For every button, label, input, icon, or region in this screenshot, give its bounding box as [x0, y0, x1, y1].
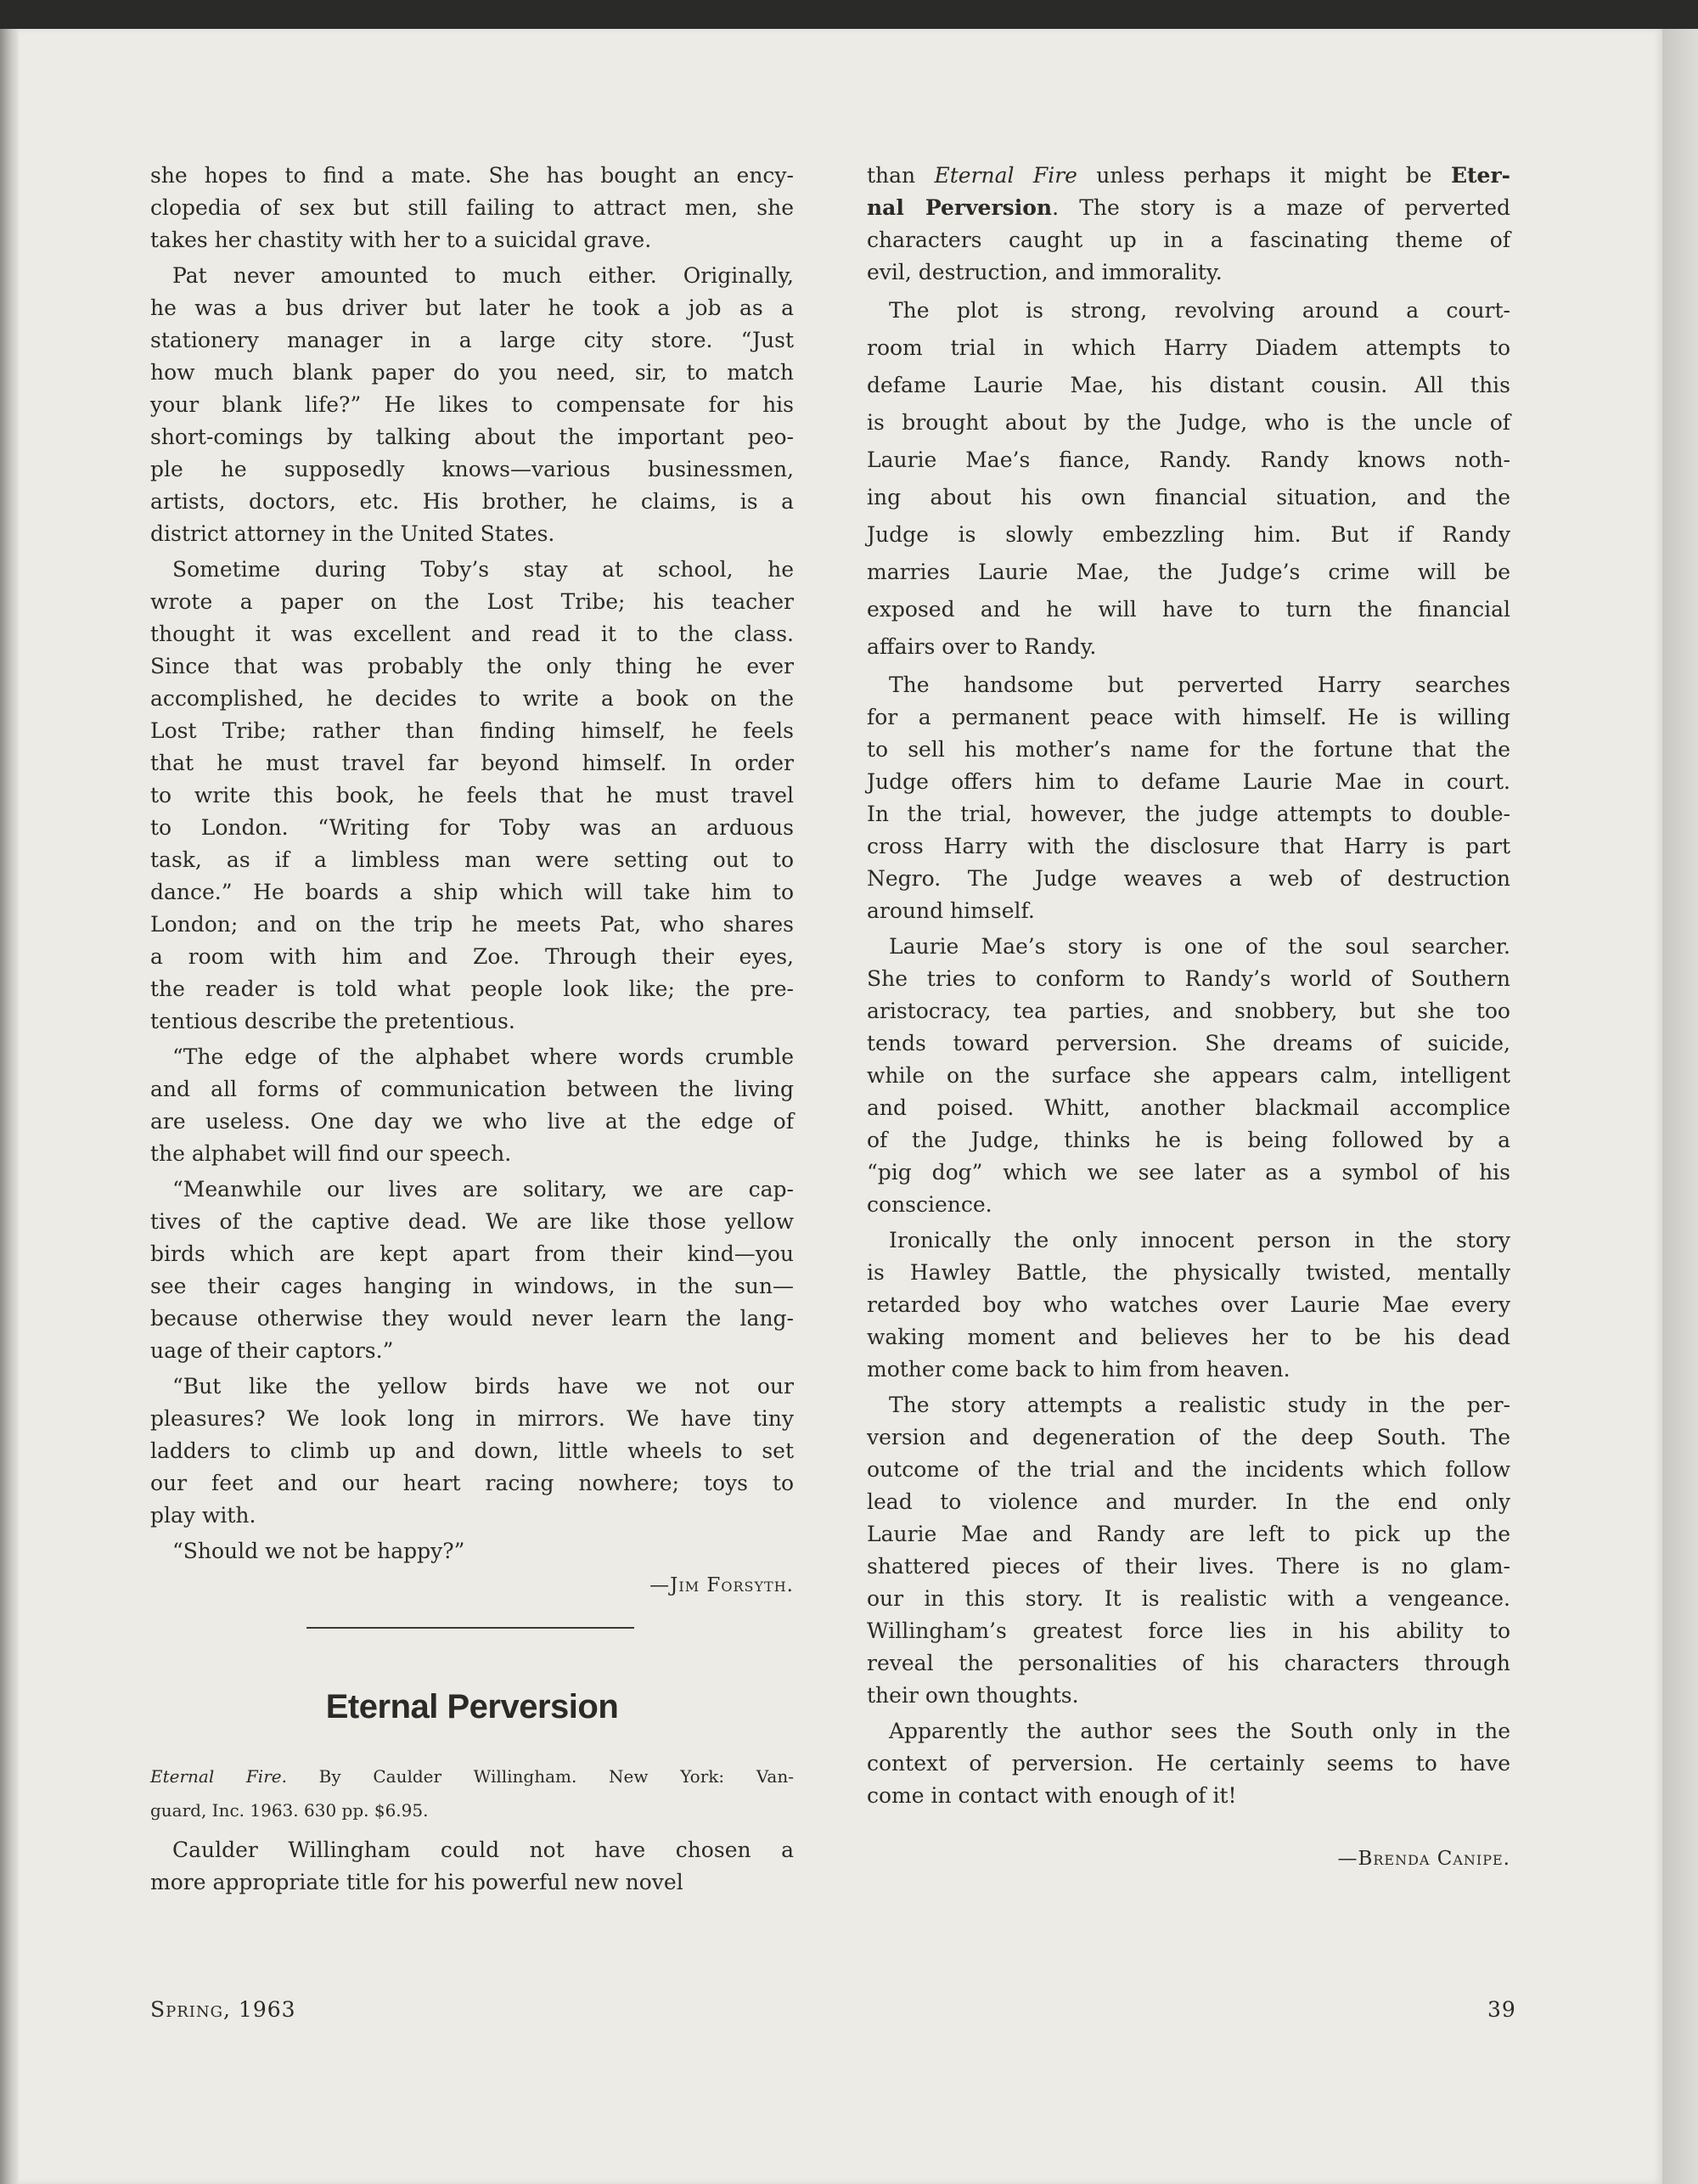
text-line: [867, 160, 1510, 192]
text-line: “pig dog” which we see later as a symbol of his: [867, 1160, 1510, 1185]
text-line: shattered pieces of their lives. There is no glam-: [867, 1554, 1510, 1579]
text-line: Judge offers him to defame Laurie Mae in court.: [867, 769, 1510, 794]
text-line: around himself.: [867, 898, 1035, 923]
page-number: 39: [1487, 1997, 1516, 2022]
text-line: birds which are kept apart from their kind—you: [150, 1241, 794, 1266]
text-line: room trial in which Harry Diadem attempts to: [867, 335, 1510, 360]
text-line: because otherwise they would never learn the lang-: [150, 1306, 794, 1331]
text-line: thought it was excellent and read it to the class.: [150, 622, 794, 646]
text-line: that he must travel far beyond himself. In order: [150, 751, 794, 775]
text-line: uage of their captors.”: [150, 1338, 394, 1363]
review-opening: [150, 1834, 794, 1899]
paragraph: [150, 554, 794, 1038]
text-line: are useless. One day we who live at the edge of: [150, 1109, 794, 1134]
text-line: Caulder Willingham could not have chosen a: [172, 1838, 794, 1862]
text-line: “Should we not be happy?”: [172, 1539, 465, 1563]
text-line: the alphabet will find our speech.: [150, 1141, 512, 1166]
paragraph: [867, 1224, 1510, 1386]
text-line: exposed and he will have to turn the financial: [867, 597, 1510, 622]
text-line: our in this story. It is realistic with a vengeance.: [867, 1586, 1510, 1611]
text-line: to sell his mother’s name for the fortune that the: [867, 737, 1510, 762]
text-line: reveal the personalities of his characters through: [867, 1651, 1510, 1675]
issue-footer: Spring, 1963: [150, 1997, 296, 2022]
text-line: the reader is told what people look like; the pre-: [150, 977, 794, 1001]
text-line: is brought about by the Judge, who is the uncle of: [867, 410, 1510, 435]
text-line: tends toward perversion. She dreams of suicide,: [867, 1031, 1510, 1055]
paragraph: [867, 160, 1510, 289]
bold-title: nal Perversion: [867, 195, 1053, 220]
text-line: evil, destruction, and immorality.: [867, 260, 1223, 284]
text-line: lead to violence and murder. In the end only: [867, 1489, 1510, 1514]
text-line: characters caught up in a fascinating theme of: [867, 228, 1510, 252]
text-line: and all forms of communication between the living: [150, 1077, 794, 1101]
citation-line: [150, 1759, 794, 1793]
text-line: how much blank paper do you need, sir, to match: [150, 360, 794, 385]
text-line: London; and on the trip he meets Pat, who shares: [150, 912, 794, 937]
paragraph: [150, 1174, 794, 1367]
text-line: Laurie Mae’s story is one of the soul searcher.: [889, 934, 1510, 959]
text-line: defame Laurie Mae, his distant cousin. All this: [867, 373, 1510, 397]
text-line: Apparently the author sees the South only in the: [889, 1719, 1510, 1743]
text-line: ing about his own financial situation, and the: [867, 485, 1510, 509]
text-line: Willingham’s greatest force lies in his ability to: [867, 1618, 1510, 1643]
text-line: Negro. The Judge weaves a web of destruction: [867, 866, 1510, 891]
text-line: a room with him and Zoe. Through their eyes,: [150, 944, 794, 969]
text-line: he was a bus driver but later he took a job as a: [150, 296, 794, 320]
text-line: Sometime during Toby’s stay at school, he: [172, 557, 794, 582]
text-line: marries Laurie Mae, the Judge’s crime will be: [867, 560, 1510, 584]
paragraph: [867, 669, 1510, 927]
text-line: tives of the captive dead. We are like those yellow: [150, 1209, 794, 1234]
text-line: district attorney in the United States.: [150, 521, 555, 546]
text-line: see their cages hanging in windows, in the sun—: [150, 1274, 794, 1298]
text-line: she hopes to find a mate. She has bought an ency-: [150, 163, 794, 188]
text-line: while on the surface she appears calm, intelligent: [867, 1063, 1510, 1088]
review-title: Eternal Perversion: [325, 1688, 619, 1725]
text-line: to London. “Writing for Toby was an arduous: [150, 815, 794, 840]
text-line: short-comings by talking about the important peo-: [150, 425, 794, 449]
text-line: In the trial, however, the judge attempts to double-: [867, 802, 1510, 826]
paragraph: [867, 1715, 1510, 1812]
text-line: context of perversion. He certainly seems to have: [867, 1751, 1510, 1776]
text-line: Laurie Mae’s fiance, Randy. Randy knows noth-: [867, 447, 1510, 472]
text-line: version and degeneration of the deep South. The: [867, 1425, 1510, 1449]
text-line: to write this book, he feels that he must travel: [150, 783, 794, 808]
text-segment: By Caulder Willingham. New York: Van-: [286, 1766, 794, 1787]
text-line: come in contact with enough of it!: [867, 1783, 1237, 1808]
text-line: conscience.: [867, 1192, 992, 1217]
text-line: “But like the yellow birds have we not our: [172, 1374, 794, 1399]
text-line: wrote a paper on the Lost Tribe; his teacher: [150, 589, 794, 614]
text-line: The plot is strong, revolving around a court-: [889, 298, 1510, 323]
text-line: takes her chastity with her to a suicidal grave.: [150, 228, 652, 252]
text-line: Lost Tribe; rather than finding himself, he feels: [150, 718, 794, 743]
author-signature: —Jim Forsyth.: [649, 1574, 794, 1596]
text-line: aristocracy, tea parties, and snobbery, but she too: [867, 999, 1510, 1023]
text-line: dance.” He boards a ship which will take him to: [150, 880, 794, 904]
paragraph: [867, 1389, 1510, 1712]
text-line: “The edge of the alphabet where words crumble: [172, 1044, 794, 1069]
paragraph: [150, 1041, 794, 1170]
text-line: Judge is slowly embezzling him. But if Randy: [867, 522, 1510, 547]
right-column: [867, 160, 1510, 1875]
page-edge: [1662, 29, 1698, 2184]
text-line: is Hawley Battle, the physically twisted, mentally: [867, 1260, 1510, 1285]
text-line: clopedia of sex but still failing to attract men, she: [150, 195, 794, 220]
paragraph: [867, 292, 1510, 666]
text-line: your blank life?” He likes to compensate for his: [150, 392, 794, 417]
text-line: ladders to climb up and down, little wheels to set: [150, 1438, 794, 1463]
text-line: The handsome but perverted Harry searches: [889, 673, 1510, 697]
text-segment: unless perhaps it might be: [1077, 163, 1451, 188]
text-line: Ironically the only innocent person in the story: [889, 1228, 1510, 1252]
text-line: The story attempts a realistic study in the per-: [889, 1393, 1510, 1417]
text-line: pleasures? We look long in mirrors. We have tiny: [150, 1406, 794, 1431]
text-segment: . The story is a maze of perverted: [1052, 195, 1510, 220]
text-line: Laurie Mae and Randy are left to pick up the: [867, 1522, 1510, 1546]
text-line: She tries to conform to Randy’s world of Southern: [867, 966, 1510, 991]
text-line: Pat never amounted to much either. Originally,: [172, 263, 794, 288]
text-line: play with.: [150, 1503, 256, 1528]
text-line: stationery manager in a large city store. “Just: [150, 328, 794, 352]
text-line: retarded boy who watches over Laurie Mae every: [867, 1292, 1510, 1317]
section-divider: [306, 1627, 634, 1629]
text-line: cross Harry with the disclosure that Harry is part: [867, 834, 1510, 858]
text-line: outcome of the trial and the incidents which follow: [867, 1457, 1510, 1482]
text-line: more appropriate title for his powerful new novel: [150, 1870, 683, 1894]
text-line: [867, 192, 1510, 224]
italic-title: Eternal Fire: [934, 163, 1077, 188]
text-line: for a permanent peace with himself. He is willing: [867, 705, 1510, 729]
text-line: and poised. Whitt, another blackmail accomplice: [867, 1095, 1510, 1120]
paragraph: [150, 260, 794, 550]
text-line: artists, doctors, etc. His brother, he claims, is a: [150, 489, 794, 514]
book-citation: [150, 1759, 794, 1827]
text-line: of the Judge, thinks he is being followed by a: [867, 1128, 1510, 1152]
text-line: their own thoughts.: [867, 1683, 1079, 1708]
italic-title: Eternal Fire.: [150, 1766, 287, 1787]
paragraph: [150, 1371, 794, 1532]
text-line: ple he supposedly knows—various businessmen,: [150, 457, 794, 481]
scan-background: [0, 0, 1698, 32]
text-line: tentious describe the pretentious.: [150, 1009, 515, 1033]
text-line: accomplished, he decides to write a book on the: [150, 686, 794, 711]
text-line: Since that was probably the only thing he ever: [150, 654, 794, 678]
paragraph: [150, 1535, 794, 1568]
binding-spine: [0, 29, 19, 2184]
text-line: mother come back to him from heaven.: [867, 1357, 1290, 1382]
citation-line: guard, Inc. 1963. 630 pp. $6.95.: [150, 1800, 429, 1821]
text-line: our feet and our heart racing nowhere; toys to: [150, 1471, 794, 1495]
paragraph: [150, 160, 794, 256]
text-line: waking moment and believes her to be his dead: [867, 1325, 1510, 1349]
text-line: affairs over to Randy.: [867, 634, 1097, 659]
paragraph: [867, 931, 1510, 1221]
left-column: [150, 160, 794, 1601]
text-line: task, as if a limbless man were setting out to: [150, 847, 794, 872]
text-segment: than: [867, 163, 935, 188]
bold-title: Eter-: [1450, 163, 1510, 188]
author-signature: —Brenda Canipe.: [1337, 1848, 1510, 1870]
text-line: “Meanwhile our lives are solitary, we are cap-: [172, 1177, 794, 1202]
